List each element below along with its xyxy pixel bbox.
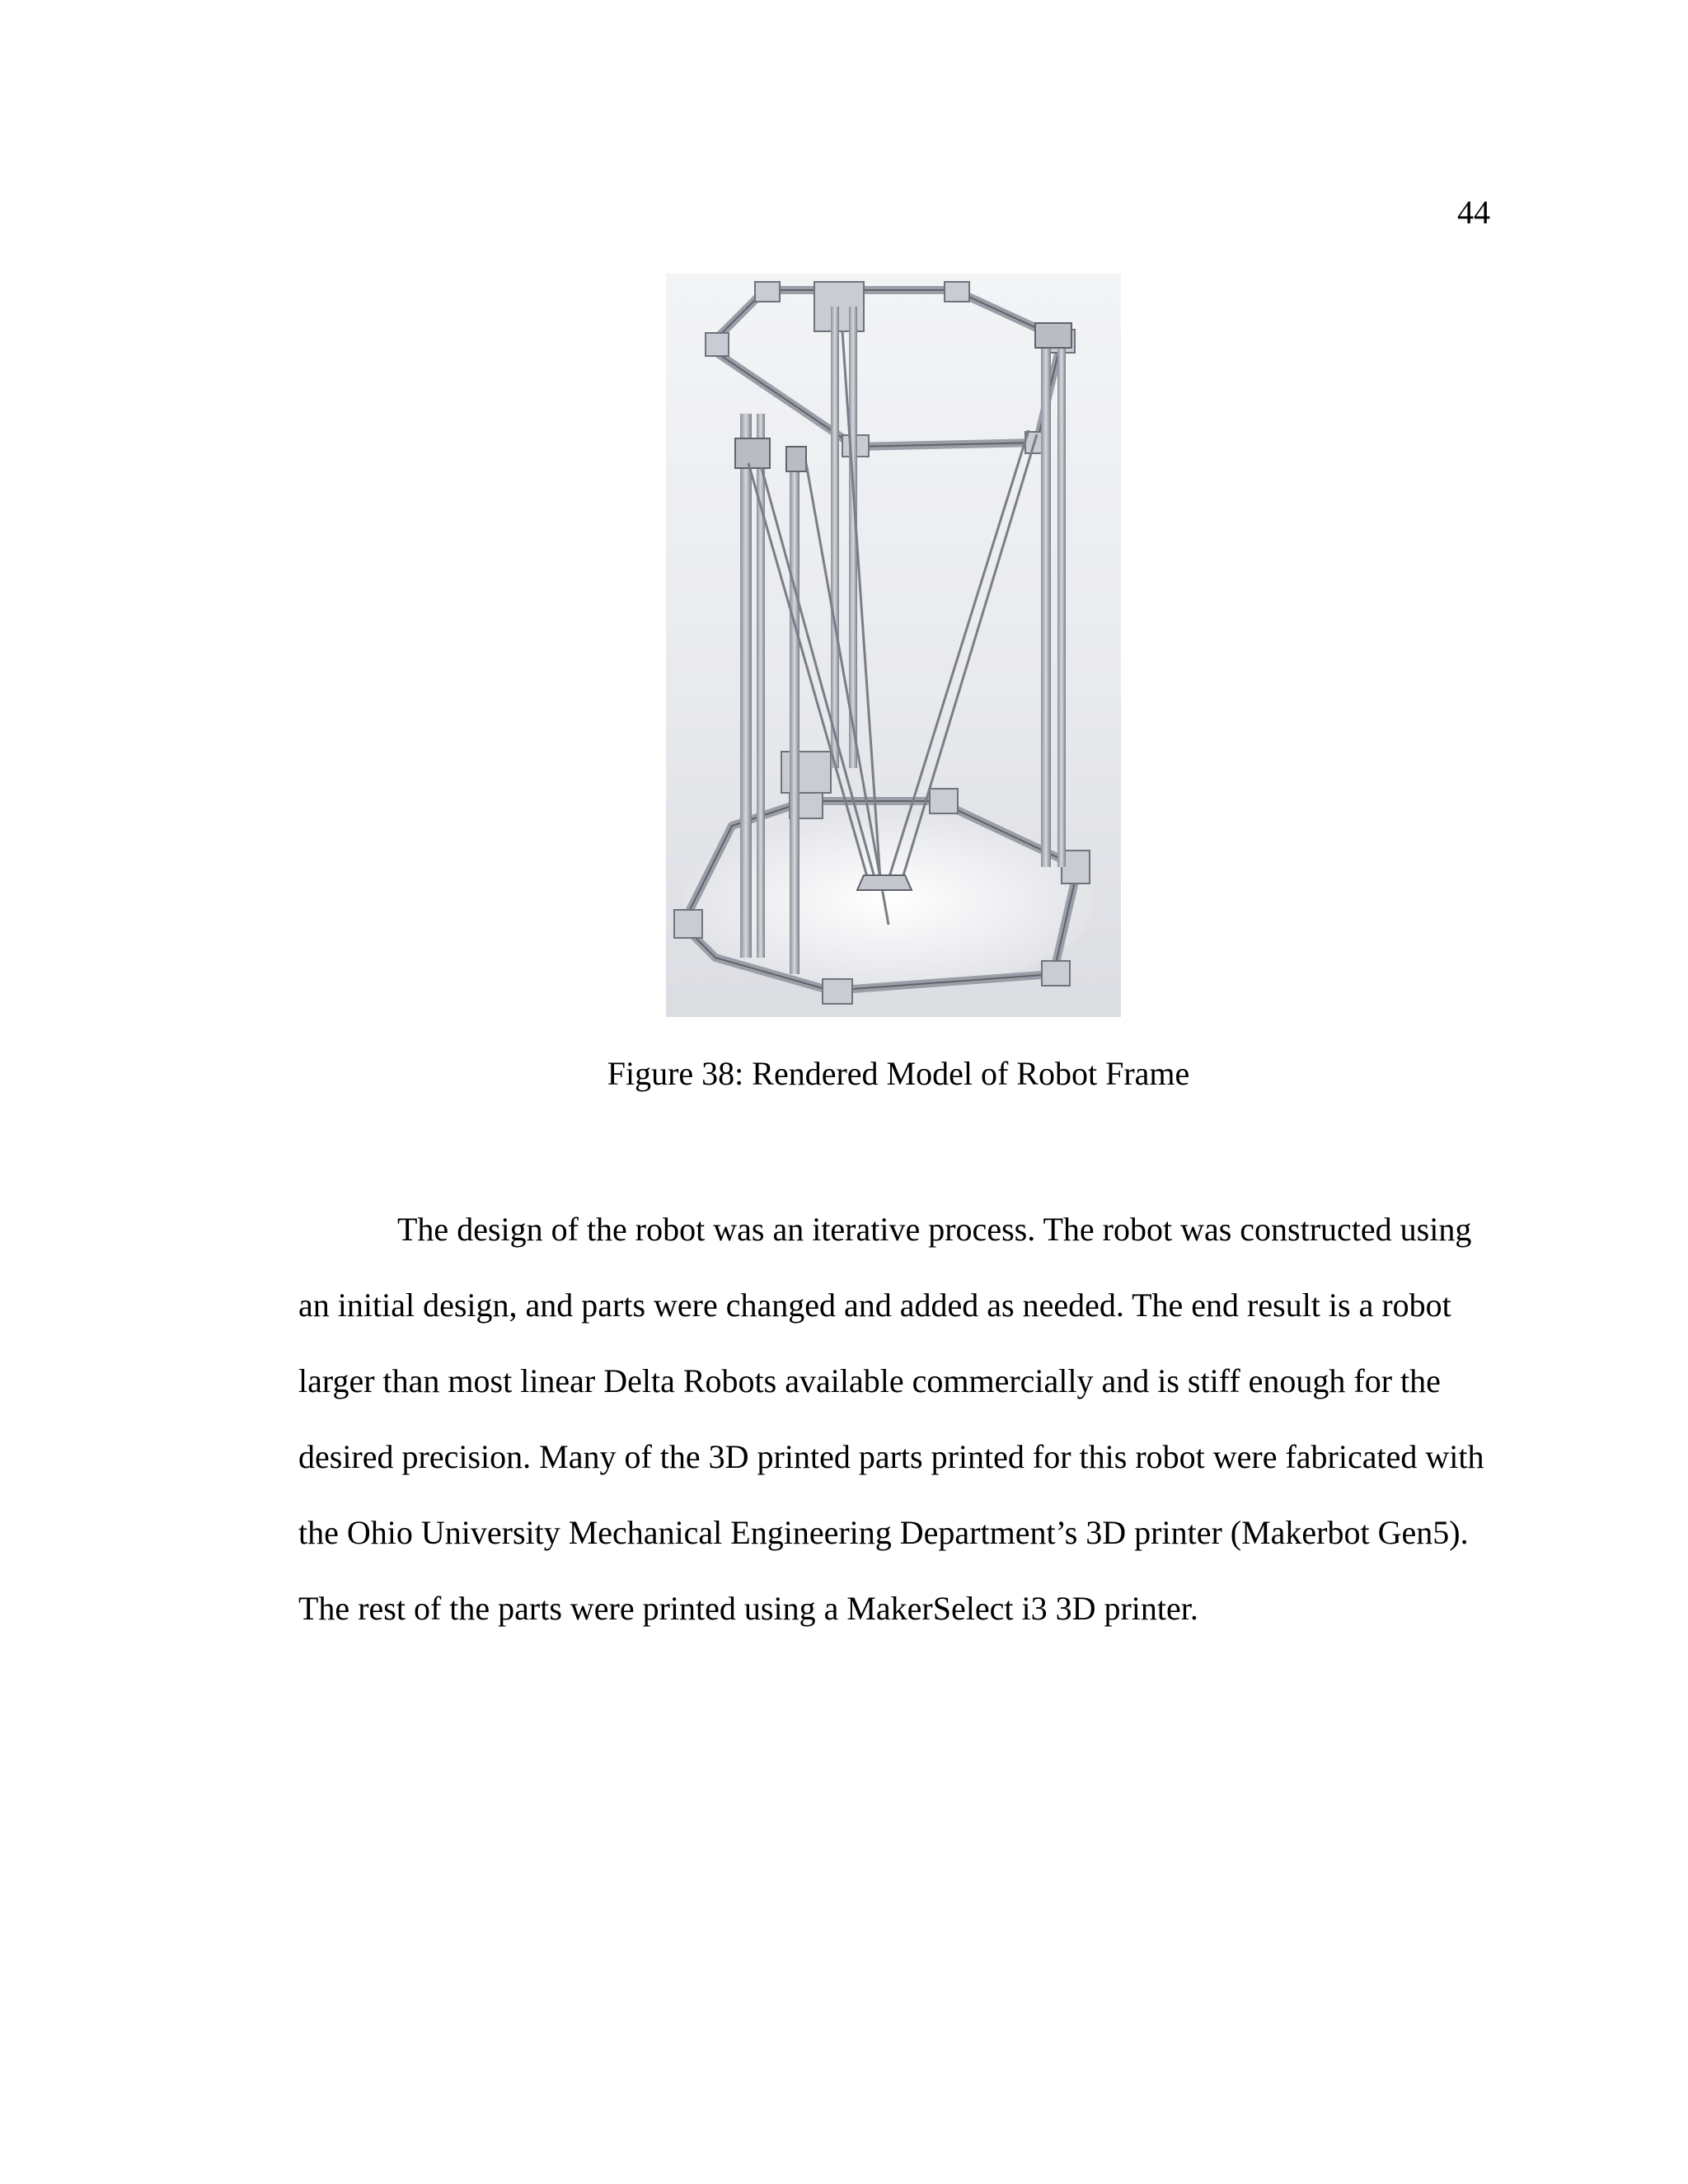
paragraph-line: The design of the robot was an iterative process. The robot was constructed using	[397, 1211, 1472, 1248]
robot-frame-render	[666, 274, 1121, 1017]
body-paragraph	[298, 1192, 1492, 1647]
paragraph-line: an initial design, and parts were changed and added as needed. The end result is a robot	[298, 1286, 1451, 1324]
figure-caption: Figure 38: Rendered Model of Robot Frame	[607, 1055, 1190, 1092]
paragraph-line: larger than most linear Delta Robots available commercially and is stiff enough for the	[298, 1362, 1441, 1399]
paragraph-line: the Ohio University Mechanical Engineering Department’s 3D printer (Makerbot Gen5).	[298, 1514, 1469, 1551]
paragraph-line: The rest of the parts were printed using a MakerSelect i3 3D printer.	[298, 1590, 1198, 1627]
paragraph-line: desired precision. Many of the 3D printed parts printed for this robot were fabricated with	[298, 1438, 1484, 1475]
page-number: 44	[1457, 194, 1490, 231]
